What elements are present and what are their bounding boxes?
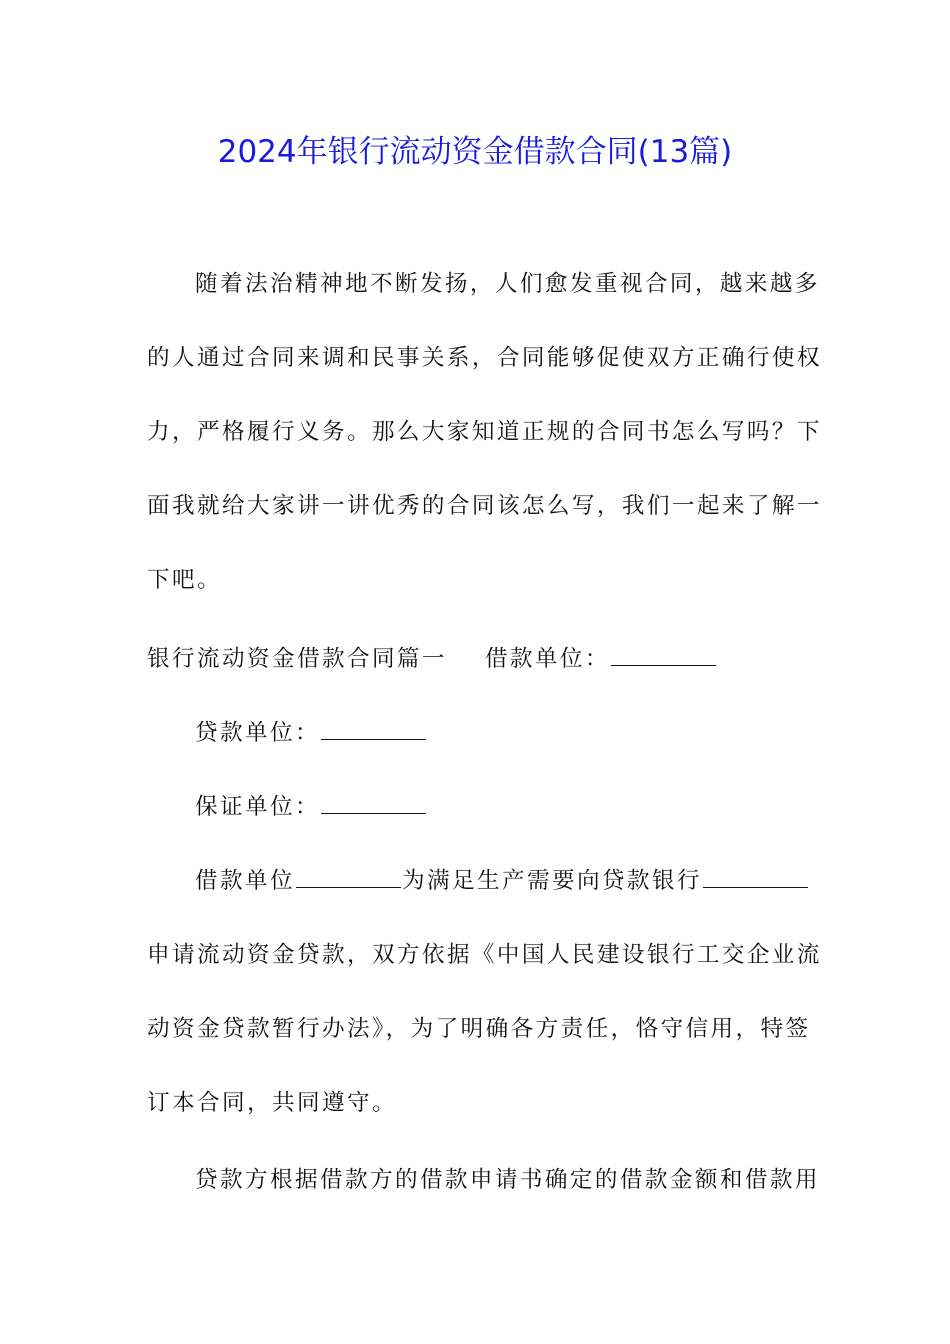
para1-text-a: 借款单位 xyxy=(195,868,295,894)
intro-line-1 xyxy=(147,264,820,304)
intro-line-4: 面我就给大家讲一讲优秀的合同该怎么写，我们一起来了解一 xyxy=(147,493,822,519)
para2-text-1: 贷款方根据借款方的借款申请书确定的借款金额和借款用 xyxy=(195,1167,820,1193)
section-heading-line xyxy=(147,639,807,679)
para2-line-1 xyxy=(147,1160,820,1200)
guarantor-blank xyxy=(321,791,426,814)
intro-text-1: 随着法治精神地不断发扬，人们愈发重视合同，越来越多 xyxy=(195,271,820,297)
intro-line-3: 力，严格履行义务。那么大家知道正规的合同书怎么写吗？下 xyxy=(147,419,822,445)
borrower-name-blank xyxy=(296,865,401,888)
para1-line-3: 动资金贷款暂行办法》，为了明确各方责任，恪守信用，特签 xyxy=(147,1016,811,1042)
guarantor-label: 保证单位： xyxy=(195,794,320,820)
lender-line xyxy=(147,713,807,753)
borrower-blank xyxy=(611,643,716,666)
lender-label: 贷款单位： xyxy=(195,720,320,746)
bank-name-blank xyxy=(703,865,808,888)
para1-line-4: 订本合同，共同遵守。 xyxy=(147,1090,397,1116)
intro-line-5: 下吧。 xyxy=(147,567,222,593)
para1-line-1 xyxy=(147,861,807,901)
guarantor-line xyxy=(147,787,807,827)
intro-line-2: 的人通过合同来调和民事关系，合同能够促使双方正确行使权 xyxy=(147,345,822,371)
section-heading: 银行流动资金借款合同篇一 xyxy=(147,646,447,672)
para1-line-2: 申请流动资金贷款，双方依据《中国人民建设银行工交企业流 xyxy=(147,942,822,968)
para1-text-b: 为满足生产需要向贷款银行 xyxy=(401,868,702,894)
lender-blank xyxy=(321,717,426,740)
document-title: 2024年银行流动资金借款合同(13篇) xyxy=(217,134,733,170)
borrower-label: 借款单位： xyxy=(484,646,610,672)
